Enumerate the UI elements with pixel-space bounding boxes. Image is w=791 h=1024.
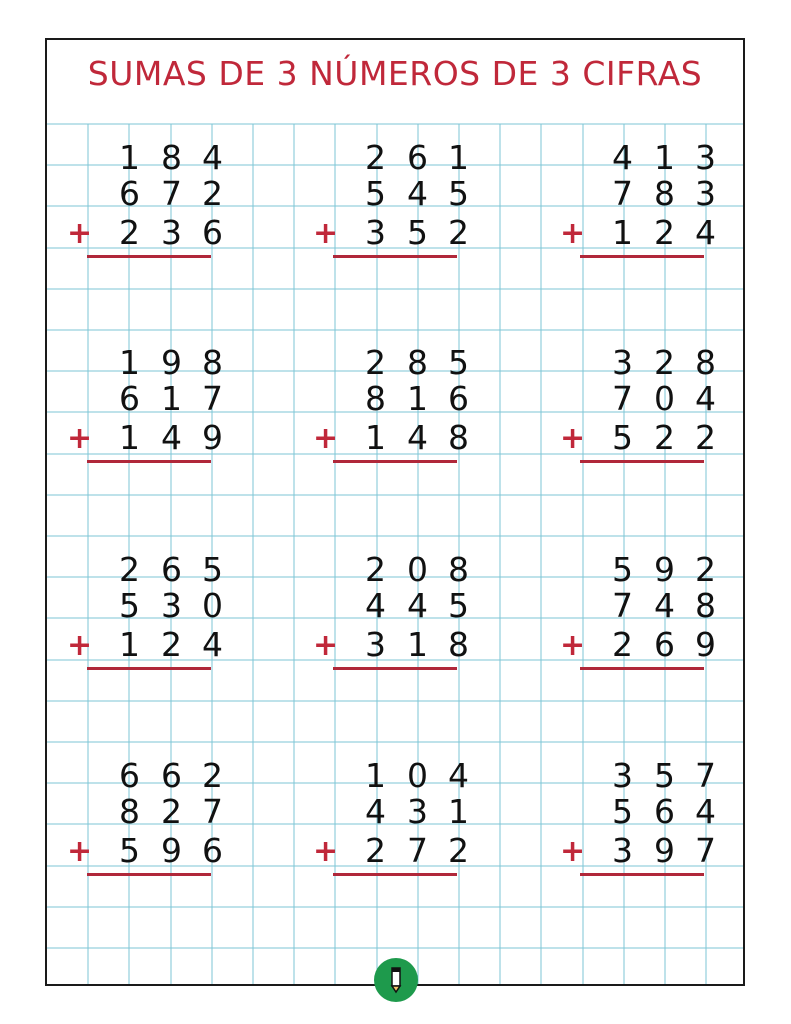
- digit: 6: [119, 756, 140, 795]
- digit: 5: [407, 213, 428, 252]
- digit: 1: [407, 379, 428, 418]
- digit: 7: [161, 174, 182, 213]
- digit: 6: [407, 138, 428, 177]
- digit: 4: [612, 138, 633, 177]
- sum-line: [580, 873, 704, 876]
- pencil-icon: [385, 966, 407, 994]
- digit: 7: [695, 756, 716, 795]
- digit: 1: [407, 625, 428, 664]
- digit: 8: [695, 343, 716, 382]
- digit: 1: [654, 138, 675, 177]
- sum-line: [333, 255, 457, 258]
- digit: 5: [365, 174, 386, 213]
- digit: 1: [448, 138, 469, 177]
- digit: 2: [448, 831, 469, 870]
- digit: 8: [407, 343, 428, 382]
- digit: 2: [654, 213, 675, 252]
- digit: 3: [161, 213, 182, 252]
- plus-sign: +: [560, 834, 586, 869]
- digit: 6: [654, 792, 675, 831]
- plus-sign: +: [313, 834, 339, 869]
- digit: 2: [695, 418, 716, 457]
- plus-sign: +: [313, 421, 339, 456]
- digit: 1: [161, 379, 182, 418]
- digit: 5: [448, 174, 469, 213]
- digit: 2: [654, 418, 675, 457]
- digit: 5: [202, 550, 223, 589]
- digit: 7: [695, 831, 716, 870]
- digit: 9: [161, 831, 182, 870]
- plus-sign: +: [560, 216, 586, 251]
- digit: 2: [612, 625, 633, 664]
- digit: 6: [202, 831, 223, 870]
- digit: 8: [202, 343, 223, 382]
- sum-line: [333, 460, 457, 463]
- digit: 7: [202, 379, 223, 418]
- digit: 6: [448, 379, 469, 418]
- digit: 8: [654, 174, 675, 213]
- plus-sign: +: [67, 628, 93, 663]
- sum-line: [333, 667, 457, 670]
- digit: 5: [448, 343, 469, 382]
- sum-line: [333, 873, 457, 876]
- digit: 1: [365, 756, 386, 795]
- digit: 4: [161, 418, 182, 457]
- digit: 1: [119, 343, 140, 382]
- digit: 1: [365, 418, 386, 457]
- digit: 4: [202, 625, 223, 664]
- digit: 6: [161, 756, 182, 795]
- worksheet: [45, 38, 745, 986]
- digit: 0: [202, 586, 223, 625]
- digit: 4: [407, 174, 428, 213]
- digit: 6: [161, 550, 182, 589]
- digit: 4: [654, 586, 675, 625]
- digit: 4: [202, 138, 223, 177]
- digit: 5: [612, 550, 633, 589]
- digit: 5: [654, 756, 675, 795]
- digit: 3: [161, 586, 182, 625]
- sum-line: [580, 460, 704, 463]
- digit: 4: [695, 792, 716, 831]
- digit: 6: [202, 213, 223, 252]
- digit: 7: [612, 174, 633, 213]
- digit: 1: [119, 418, 140, 457]
- digit: 5: [612, 792, 633, 831]
- digit: 8: [161, 138, 182, 177]
- digit: 5: [448, 586, 469, 625]
- sum-line: [580, 255, 704, 258]
- digit: 2: [695, 550, 716, 589]
- digit: 9: [654, 550, 675, 589]
- digit: 8: [695, 586, 716, 625]
- digit: 9: [161, 343, 182, 382]
- digit: 4: [365, 586, 386, 625]
- digit: 3: [695, 174, 716, 213]
- digit: 2: [202, 756, 223, 795]
- digit: 8: [448, 550, 469, 589]
- logo: [374, 958, 418, 1002]
- sum-line: [87, 873, 211, 876]
- plus-sign: +: [67, 216, 93, 251]
- digit: 2: [654, 343, 675, 382]
- digit: 4: [365, 792, 386, 831]
- digit: 2: [202, 174, 223, 213]
- digit: 4: [695, 213, 716, 252]
- digit: 2: [119, 213, 140, 252]
- plus-sign: +: [560, 421, 586, 456]
- digit: 7: [202, 792, 223, 831]
- digit: 5: [612, 418, 633, 457]
- plus-sign: +: [560, 628, 586, 663]
- digit: 0: [654, 379, 675, 418]
- digit: 7: [407, 831, 428, 870]
- digit: 3: [612, 756, 633, 795]
- digit: 2: [365, 550, 386, 589]
- digit: 1: [119, 138, 140, 177]
- page-title: SUMAS DE 3 NÚMEROS DE 3 CIFRAS: [87, 54, 703, 93]
- digit: 8: [365, 379, 386, 418]
- digit: 0: [407, 550, 428, 589]
- digit: 9: [654, 831, 675, 870]
- digit: 3: [407, 792, 428, 831]
- plus-sign: +: [313, 628, 339, 663]
- digit: 4: [448, 756, 469, 795]
- sum-line: [87, 460, 211, 463]
- digit: 2: [161, 792, 182, 831]
- digit: 2: [365, 138, 386, 177]
- digit: 9: [695, 625, 716, 664]
- sum-line: [580, 667, 704, 670]
- digit: 5: [119, 586, 140, 625]
- digit: 1: [612, 213, 633, 252]
- digit: 1: [119, 625, 140, 664]
- digit: 3: [612, 831, 633, 870]
- digit: 6: [119, 379, 140, 418]
- sum-line: [87, 255, 211, 258]
- digit: 4: [407, 586, 428, 625]
- digit: 6: [654, 625, 675, 664]
- digit: 0: [407, 756, 428, 795]
- sum-line: [87, 667, 211, 670]
- digit: 3: [365, 625, 386, 664]
- digit: 2: [119, 550, 140, 589]
- digit: 3: [365, 213, 386, 252]
- digit: 5: [119, 831, 140, 870]
- digit: 6: [119, 174, 140, 213]
- plus-sign: +: [313, 216, 339, 251]
- digit: 7: [612, 379, 633, 418]
- digit: 2: [365, 343, 386, 382]
- digit: 4: [695, 379, 716, 418]
- digit: 9: [202, 418, 223, 457]
- digit: 7: [612, 586, 633, 625]
- plus-sign: +: [67, 834, 93, 869]
- plus-sign: +: [67, 421, 93, 456]
- digit: 3: [612, 343, 633, 382]
- digit: 8: [119, 792, 140, 831]
- digit: 2: [161, 625, 182, 664]
- digit: 8: [448, 625, 469, 664]
- digit: 1: [448, 792, 469, 831]
- digit: 8: [448, 418, 469, 457]
- digit: 2: [448, 213, 469, 252]
- digit: 2: [365, 831, 386, 870]
- digit: 3: [695, 138, 716, 177]
- digit: 4: [407, 418, 428, 457]
